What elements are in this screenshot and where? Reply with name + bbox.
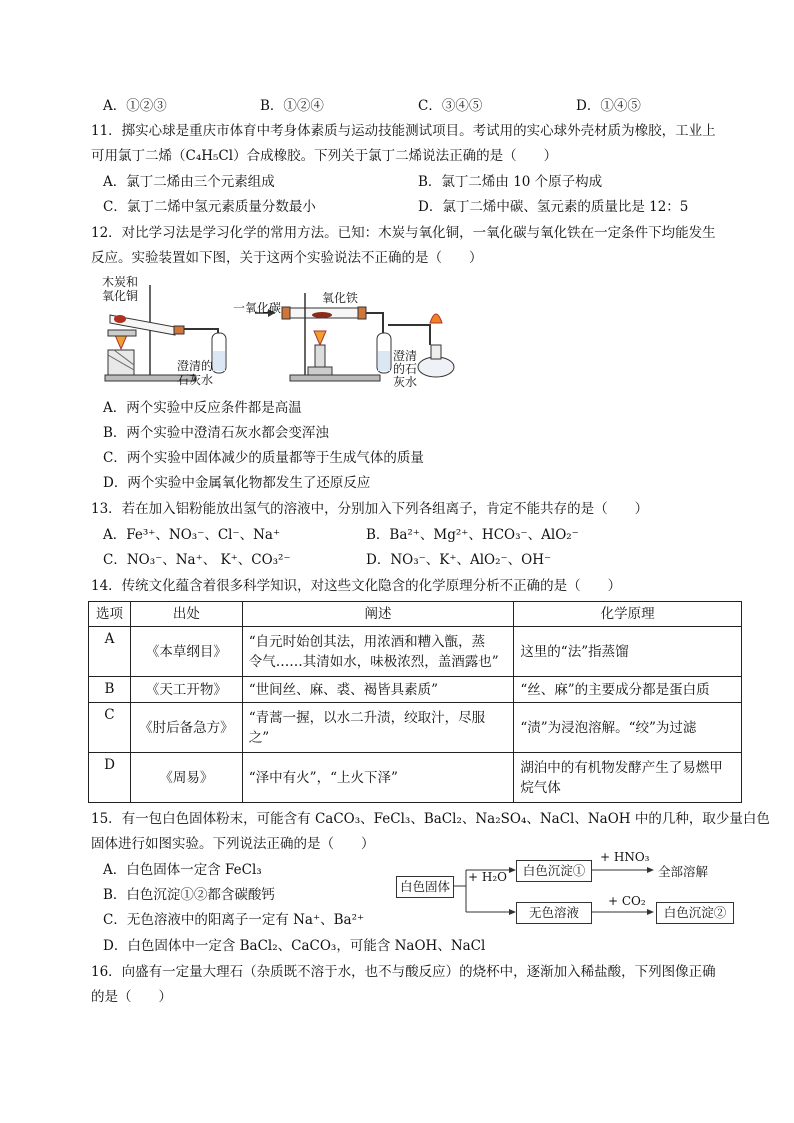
q14-row-statement-line1: “世间丝、麻、裘、褐皆具素质” xyxy=(248,681,439,698)
q14-row-source: 《本草纲目》 xyxy=(130,627,242,677)
q15-stem-line1: 15．有一包白色固体粉末，可能含有 CaCO₃、FeCl₃、BaCl₂、Na₂SO₄、NaCl、NaOH 中的几种，取少量白色 xyxy=(91,811,770,827)
q13-option-b: B．Ba²⁺、Mg²⁺、HCO₃⁻、AlO₂⁻ xyxy=(366,527,579,543)
q14-row-principle xyxy=(514,627,742,677)
q14-row-option: B xyxy=(89,677,131,703)
q10-option-a: A．①②③ xyxy=(103,98,167,114)
q14-row-statement-line1: “自元时始创其法，用浓酒和糟入甑，蒸 xyxy=(248,633,486,650)
q14-header-source: 出处 xyxy=(130,602,242,627)
q10-option-b: B．①②④ xyxy=(260,98,324,114)
table-row xyxy=(89,703,742,753)
q14-row-principle xyxy=(514,753,742,803)
q11-stem-line1: 11．掷实心球是重庆市体育中考身体素质与运动技能测试项目。考试用的实心球外壳材质为橡胶，工业上 xyxy=(91,123,716,139)
q13-option-d: D．NO₃⁻、K⁺、AlO₂⁻、OH⁻ xyxy=(366,552,552,568)
q10-option-c: C．③④⑤ xyxy=(418,98,483,114)
q12-option-b: B．两个实验中澄清石灰水都会变浑浊 xyxy=(103,425,329,441)
table-row xyxy=(89,753,742,803)
q15-option-c: C．无色溶液中的阳离子一定有 Na⁺、Ba²⁺ xyxy=(103,912,365,928)
q15-flow-solution-box: 无色溶液 xyxy=(516,902,592,924)
q15-option-b: B．白色沉淀①②都含碳酸钙 xyxy=(103,887,275,903)
q12-option-c: C．两个实验中固体减少的质量都等于生成气体的质量 xyxy=(103,450,424,466)
q11-option-a: A．氯丁二烯由三个元素组成 xyxy=(103,174,275,190)
q14-row-principle-line1: 这里的“法”指蒸馏 xyxy=(520,643,629,660)
q15-flow-reagent-co2: + CO₂ xyxy=(608,894,646,908)
q14-row-source: 《天工开物》 xyxy=(130,677,242,703)
q14-row-principle xyxy=(514,703,742,753)
q14-row-statement-line1: “泽中有火”，“上火下泽” xyxy=(248,769,398,786)
q12-label-limewater-right-3: 灰水 xyxy=(393,375,418,389)
q11-option-d: D．氯丁二烯中碳、氢元素的质量比是 12：5 xyxy=(418,199,689,215)
q14-row-statement xyxy=(242,753,514,803)
q14-row-option: C xyxy=(89,703,131,753)
q14-row-statement-line2: 令气……其清如水，味极浓烈，盖酒露也” xyxy=(248,653,499,670)
q12-option-a: A．两个实验中反应条件都是高温 xyxy=(103,400,302,416)
q14-row-statement-line1: “青蒿一握，以水二升渍，绞取汁，尽服 xyxy=(248,709,486,726)
q14-row-option: A xyxy=(89,627,131,677)
q15-flowchart xyxy=(396,852,736,926)
q14-row-principle-line2: 烷气体 xyxy=(520,779,561,796)
table-row xyxy=(89,627,742,677)
q13-stem: 13．若在加入铝粉能放出氢气的溶液中，分别加入下列各组离子，肯定不能共存的是（ ） xyxy=(91,501,649,517)
q15-flow-start-box: 白色固体 xyxy=(396,876,454,898)
q14-row-principle-line1: “渍”为浸泡溶解。“绞”为过滤 xyxy=(520,719,697,736)
q11-stem-line2: 可用氯丁二烯（C₄H₅Cl）合成橡胶。下列关于氯丁二烯说法正确的是（ ） xyxy=(91,148,558,164)
q15-flow-reagent-water: + H₂O xyxy=(468,870,507,884)
table-row xyxy=(89,677,742,703)
q15-flow-result-dissolve: 全部溶解 xyxy=(658,864,709,879)
q12-label-iron-oxide: 氧化铁 xyxy=(322,291,359,305)
q14-header-principle: 化学原理 xyxy=(514,602,742,627)
q12-label-limewater-right-1: 澄清 xyxy=(393,349,418,363)
q12-label-charcoal: 木炭和 xyxy=(102,275,139,289)
q13-option-a: A．Fe³⁺、NO₃⁻、Cl⁻、Na⁺ xyxy=(103,527,281,543)
q14-row-statement xyxy=(242,627,514,677)
q14-table xyxy=(88,601,742,803)
q14-row-principle-line1: “丝、麻”的主要成分都是蛋白质 xyxy=(520,681,710,698)
q12-stem-line2: 反应。实验装置如下图，关于这两个实验说法不正确的是（ ） xyxy=(91,250,483,266)
q13-option-c: C．NO₃⁻、Na⁺、 K⁺、CO₃²⁻ xyxy=(103,552,291,568)
q12-option-d: D．两个实验中金属氧化物都发生了还原反应 xyxy=(103,475,371,491)
q14-table-header-row xyxy=(89,602,742,627)
q15-option-a: A．白色固体一定含 FeCl₃ xyxy=(103,862,262,878)
q15-option-d: D．白色固体中一定含 BaCl₂、CaCO₃，可能含 NaOH、NaCl xyxy=(103,938,486,954)
q15-flow-precipitate-2-box: 白色沉淀② xyxy=(656,902,734,924)
q16-stem-line1: 16．向盛有一定量大理石（杂质既不溶于水，也不与酸反应）的烧杯中，逐渐加入稀盐酸，下列图像正确 xyxy=(91,964,716,980)
q12-label-limewater-left-2: 石灰水 xyxy=(177,373,214,387)
q14-row-statement xyxy=(242,677,514,703)
q14-header-statement: 阐述 xyxy=(242,602,514,627)
q12-label-co: 一氧化碳 xyxy=(233,301,282,315)
q11-option-b: B．氯丁二烯由 10 个原子构成 xyxy=(418,174,603,190)
q14-row-source: 《周易》 xyxy=(130,753,242,803)
q14-stem: 14．传统文化蕴含着很多科学知识，对这些文化隐含的化学原理分析不正确的是（ ） xyxy=(91,578,622,594)
q15-flow-reagent-hno3: + HNO₃ xyxy=(600,850,650,864)
q14-header-option: 选项 xyxy=(89,602,131,627)
q15-flow-precipitate-1-box: 白色沉淀① xyxy=(516,860,592,882)
q12-stem-line1: 12．对比学习法是学习化学的常用方法。已知：木炭与氧化铜，一氧化碳与氧化铁在一定条件下均能发生 xyxy=(91,225,716,241)
q12-label-limewater-left-1: 澄清的 xyxy=(177,359,214,373)
q12-label-limewater-right-2: 的石 xyxy=(393,362,418,376)
q12-apparatus-figure xyxy=(100,275,470,387)
q12-label-copper-oxide: 氧化铜 xyxy=(102,289,139,303)
q15-stem-line2: 固体进行如图实验。下列说法正确的是（ ） xyxy=(91,836,375,852)
q11-option-c: C．氯丁二烯中氢元素质量分数最小 xyxy=(103,199,316,215)
q14-row-option: D xyxy=(89,753,131,803)
q14-row-principle-line1: 湖泊中的有机物发酵产生了易燃甲 xyxy=(520,759,723,776)
q14-row-source: 《肘后备急方》 xyxy=(130,703,242,753)
q14-row-statement-line2: 之” xyxy=(248,729,270,746)
q14-row-principle xyxy=(514,677,742,703)
q14-row-statement xyxy=(242,703,514,753)
q16-stem-line2: 的是（ ） xyxy=(91,989,172,1005)
q10-option-d: D．①④⑤ xyxy=(576,98,641,114)
